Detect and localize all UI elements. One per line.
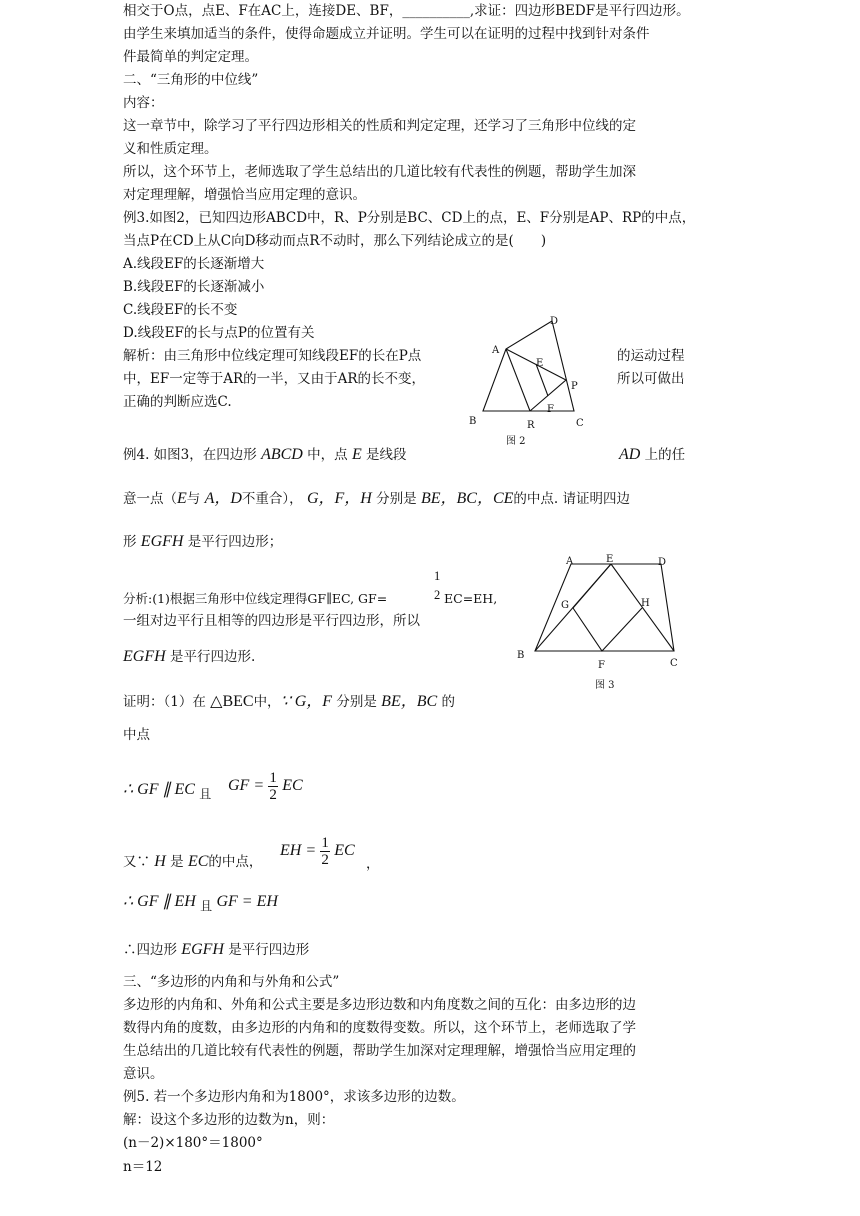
fig3-label-b: B [517,650,525,661]
fig2-label-r: R [527,420,535,431]
section-2-title: 二、“三角形的中位线” [123,72,259,88]
equation-2: n＝12 [123,1159,163,1175]
section-2-paragraph-1-line-2: 义和性质定理。 [123,141,218,157]
proof-line-2: 中点 [123,727,150,743]
proof-line-4: 又∵ H 是 EC的中点， [123,853,263,870]
example-3-option-a: A.线段EF的长逐渐增大 [123,256,265,272]
example-3-line-2: 当点P在CD上从C向D移动而点R不动时，那么下列结论成立的是( ) [123,233,547,249]
fraction-half: $\frac{1}{2}$ [269,770,277,803]
figure-2-diagram [460,312,610,454]
example-3-option-d: D.线段EF的长与点P的位置有关 [123,325,315,341]
fig3-label-a: A [566,556,574,567]
fig2-label-b: B [469,416,477,427]
quad-abcd [483,321,574,411]
example-3-analysis-line-3: 正确的判断应选C. [123,394,232,410]
fig2-label-p: P [571,381,578,392]
intro-line-3: 件最简单的判定定理。 [123,49,258,65]
quad-abcd [535,564,674,651]
example-3-option-c: C.线段EF的长不变 [123,302,238,318]
segment-eg [573,564,611,608]
example-3-analysis-line-2b: 所以可做出 [617,371,685,387]
fig3-label-h: H [641,598,650,609]
equation-1: (n－2)×180°＝1800° [123,1135,263,1151]
proof-line-3-equation: GF = $\frac{1}{2}$ EC [228,770,303,803]
example-3-analysis-line-1a: 解析：由三角形中位线定理可知线段EF的长在P点 [123,348,422,364]
fraction-half: $\frac{1}{2}$ [321,835,329,868]
math-abcd: ABCD [261,446,303,463]
proof-line-1: 证明：（1）在 △BEC中，∵ G，F 分别是 BE，BC 的 [123,693,455,710]
proof-line-3: ∴ GF ∥ EC 且 [123,781,212,801]
content-label: 内容： [123,95,164,111]
example-4-analysis-line-3: EGFH 是平行四边形. [123,648,256,665]
proof-line-6: ∴四边形 EGFH 是平行四边形 [123,941,310,958]
fig3-label-g: G [561,600,569,611]
section-3-line-4: 意识。 [123,1066,164,1082]
segments-gf-fh [573,608,642,651]
fig2-caption: 图 2 [506,436,526,447]
example-3-option-b: B.线段EF的长逐渐减小 [123,279,265,295]
proof-line-5: ∴ GF ∥ EH 且 GF = EH [123,893,278,913]
solution-intro: 解：设这个多边形的边数为n，则： [123,1112,335,1128]
example-4-line-1: 例4. 如图3，在四边形 ABCD 中，点 E 是线段 [123,446,407,463]
segment-ar [506,349,530,411]
example-4-line-2: 意一点（E与 A，D不重合）， G，F，H 分别是 BE，BC，CE的中点. 请证明四边 [123,490,630,507]
example-3-line-1: 例3.如图2，已知四边形ABCD中，R、P分别是BC、CD上的点，E、F分别是AP、RP的中点， [123,210,696,226]
section-2-paragraph-2-line-1: 所以，这个环节上，老师选取了学生总结出的几道比较有代表性的例题，帮助学生加深 [123,164,636,180]
fig2-label-d: D [550,316,559,327]
intro-line-1: 相交于O点，点E、F在AC上，连接DE、BF，__________,求证：四边形BEDF是平行四边形。 [123,3,690,19]
example-4-analysis-line-1: 分析:(1)根据三角形中位线定理得GF∥EC, GF= [123,591,388,606]
proof-line-4-comma: ， [366,856,380,872]
section-3-line-1: 多边形的内角和、外角和公式主要是多边形边数和内角度数之间的互化：由多边形的边 [123,997,636,1013]
fig3-label-e: E [606,554,614,565]
example-4-analysis-line-2: 一组对边平行且相等的四边形是平行四边形，所以 [123,613,420,629]
figure-3-diagram [510,548,690,693]
example-4-analysis-line-1-end: EC=EH, [444,591,498,606]
fig3-label-d: D [658,557,667,568]
fig2-label-c: C [576,418,584,429]
example-4-line-3: 形 EGFH 是平行四边形； [123,533,283,550]
example-5: 例5. 若一个多边形内角和为1800°，求该多边形的边数。 [123,1089,465,1105]
fig3-label-f: F [598,660,605,671]
analysis-fraction: 1 2 [434,569,441,602]
example-4-line-1-end: AD 上的任 [619,446,686,463]
section-2-paragraph-1-line-1: 这一章节中，除学习了平行四边形相关的性质和判定定理，还学习了三角形中位线的定 [123,118,636,134]
proof-line-4-equation: EH = $\frac{1}{2}$ EC [280,835,355,868]
fig2-label-a: A [492,345,500,356]
intro-line-2: 由学生来填加适当的条件，使得命题成立并证明。学生可以在证明的过程中找到针对条件 [123,26,650,42]
section-3-title: 三、“多边形的内角和与外角和公式” [123,974,340,990]
section-2-paragraph-2-line-2: 对定理理解，增强恰当应用定理的意识。 [123,187,366,203]
fig2-label-e: E [536,358,544,369]
example-3-analysis-line-2a: 中，EF一定等于AR的一半，又由于AR的长不变， [123,371,426,387]
fig3-caption: 图 3 [595,680,615,691]
fig2-label-f: F [547,404,554,415]
section-3-line-3: 生总结出的几道比较有代表性的例题，帮助学生加深对定理理解，增强恰当应用定理的 [123,1043,636,1059]
fig3-label-c: C [670,658,678,669]
math-ad: AD [619,446,641,463]
example-3-analysis-line-1b: 的运动过程 [617,348,685,364]
section-3-line-2: 数得内角的度数，由多边形的内角和的度数得变数。所以，这个环节上，老师选取了学 [123,1020,636,1036]
